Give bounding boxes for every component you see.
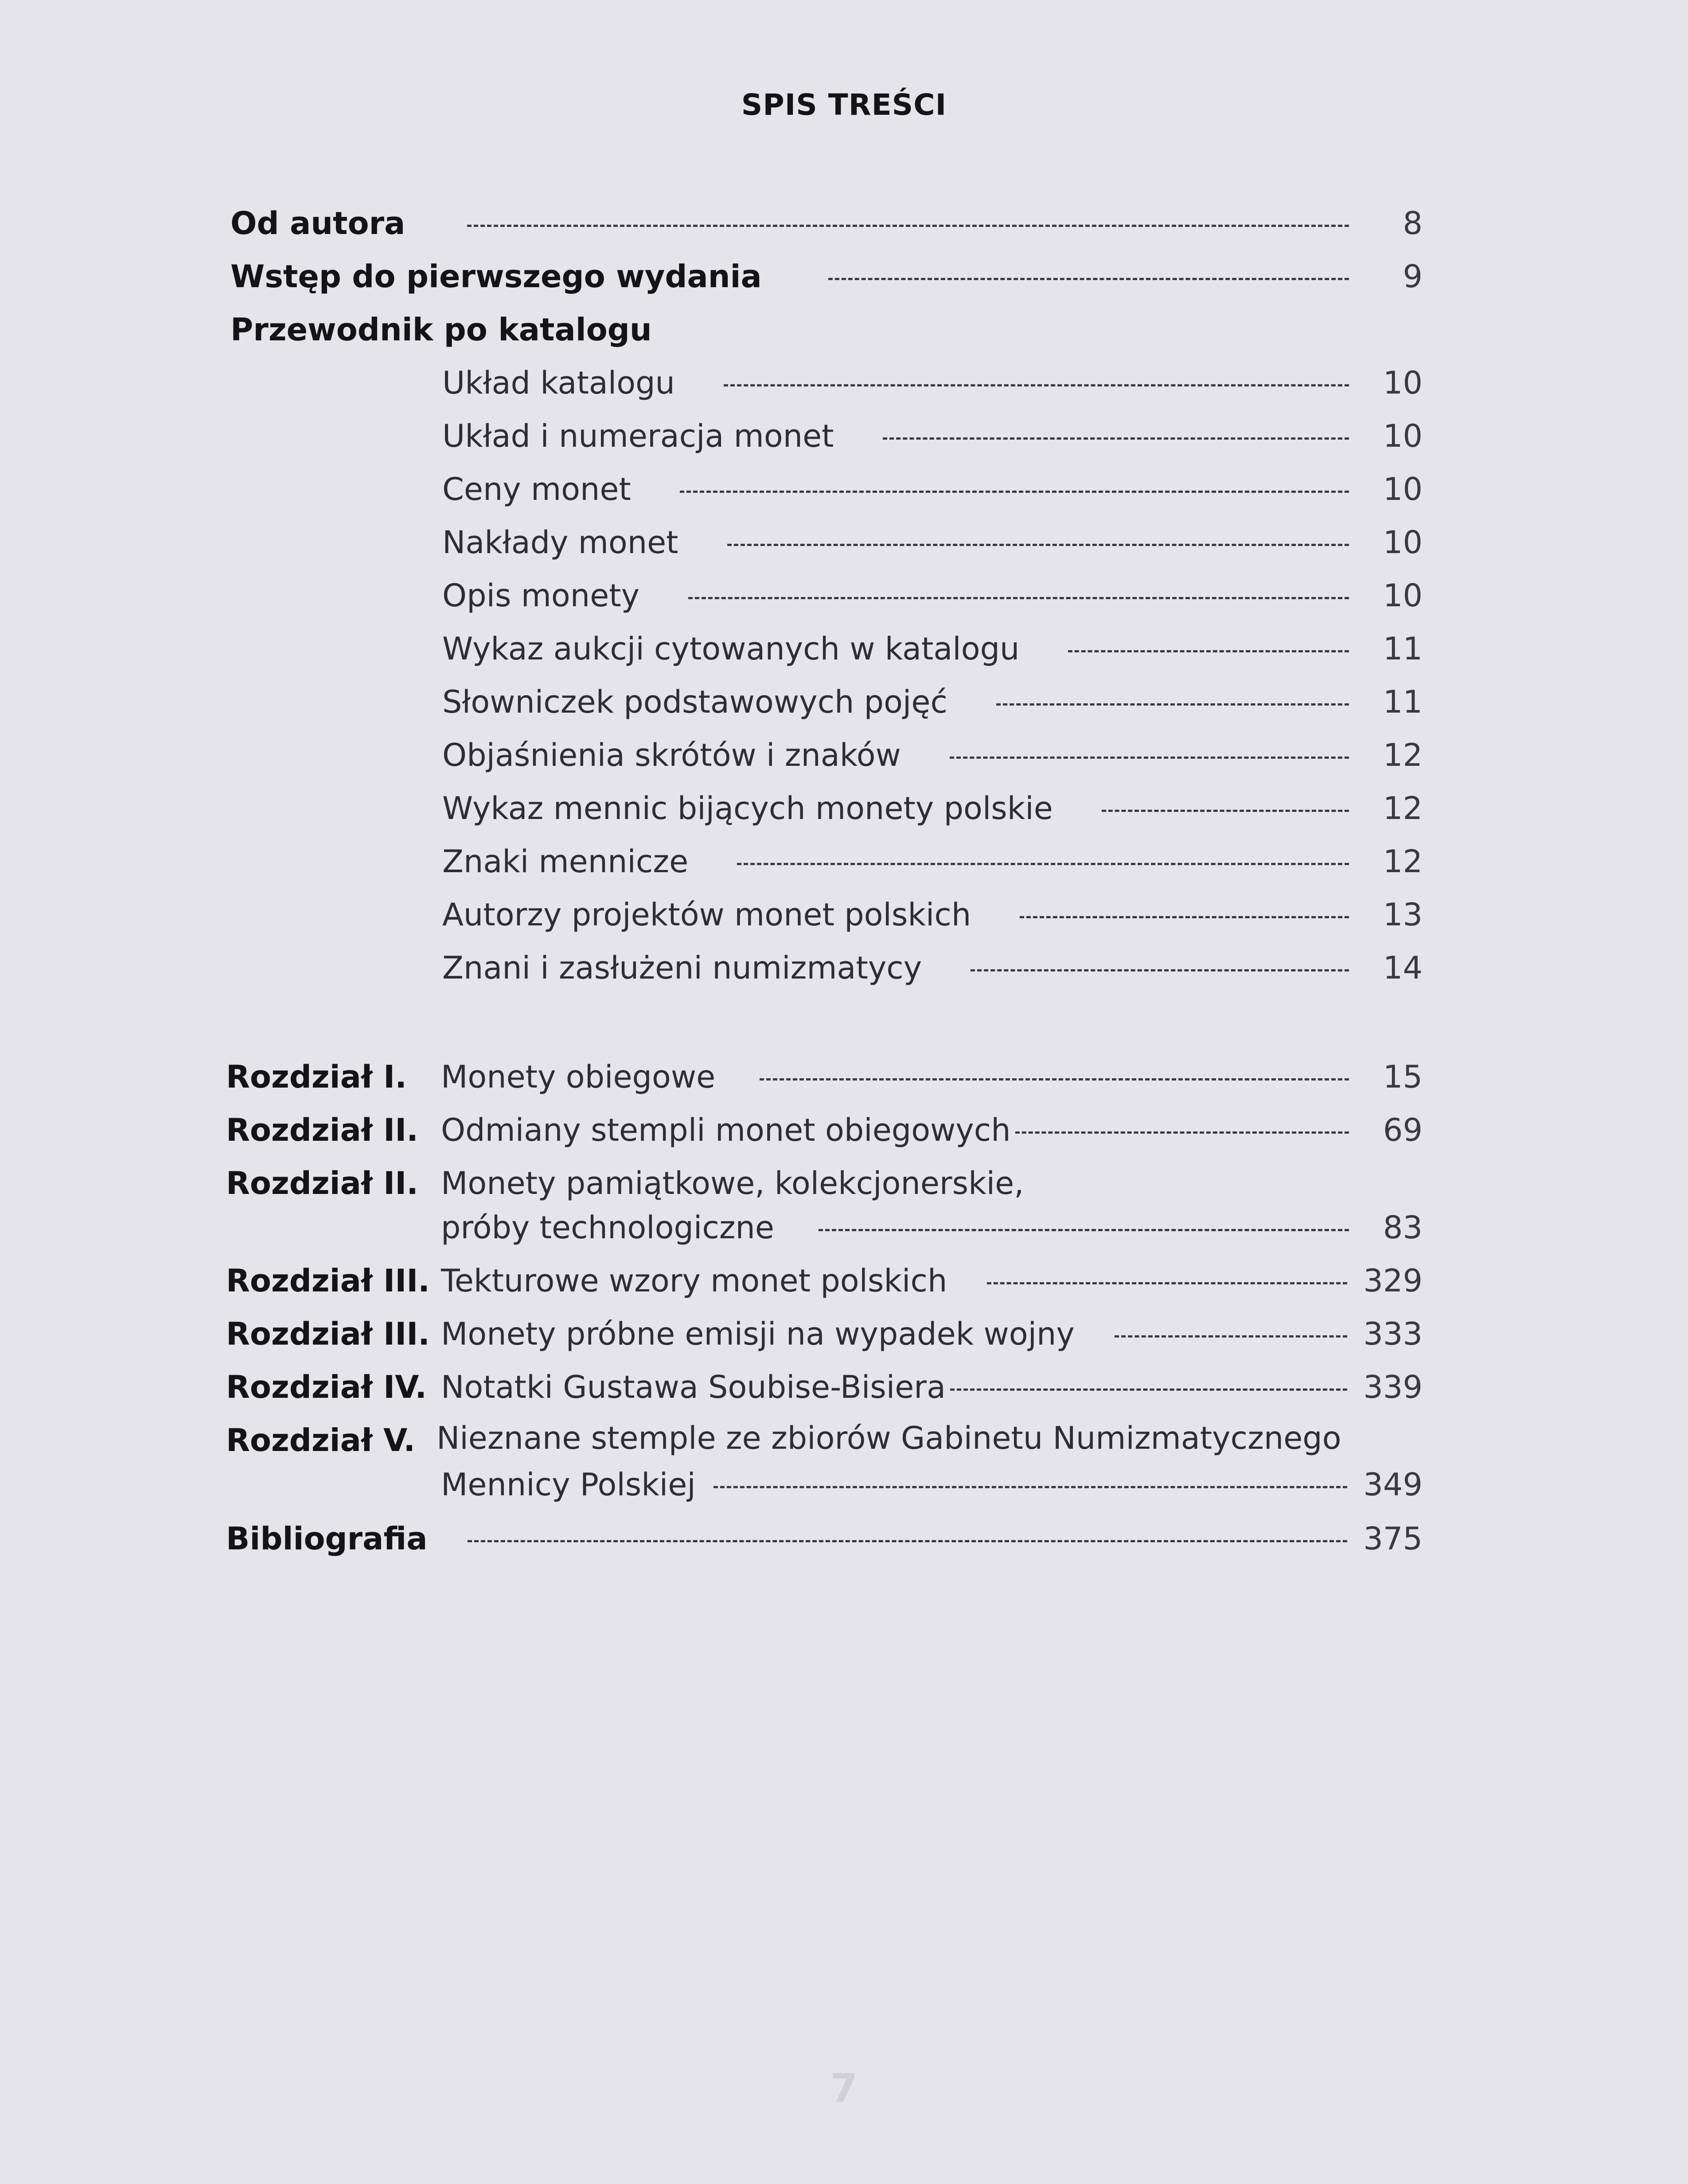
dot-leader — [713, 1486, 1348, 1488]
toc-entry-przewodnik[interactable] — [230, 308, 1423, 352]
chapter-label: Rozdział III. — [226, 1263, 430, 1299]
toc-subentry-page: 13 — [1383, 897, 1423, 933]
chapter-page: 333 — [1363, 1316, 1423, 1352]
dot-leader — [1015, 1131, 1349, 1134]
page-number: 7 — [830, 2065, 858, 2111]
dot-leader — [828, 278, 1349, 280]
dot-leader — [1115, 1335, 1348, 1338]
chapter-entry[interactable] — [441, 1205, 1423, 1250]
chapter-entry[interactable] — [441, 1312, 1423, 1356]
toc-subentry-label: Układ katalogu — [442, 365, 675, 401]
toc-entry-page: 375 — [1363, 1521, 1423, 1557]
chapter-page: 15 — [1383, 1059, 1423, 1095]
toc-subentry-page: 12 — [1383, 843, 1423, 880]
chapter-title: Monety próbne emisji na wypadek wojny — [441, 1316, 1075, 1352]
dot-leader — [467, 225, 1349, 227]
chapter-title: Mennicy Polskiej — [441, 1466, 696, 1503]
toc-entry-bibliografia[interactable] — [226, 1517, 1423, 1561]
toc-subentry-label: Autorzy projektów monet polskich — [442, 897, 971, 933]
toc-subentry-label: Słowniczek podstawowych pojęć — [442, 684, 947, 720]
toc-subentry-page: 10 — [1383, 577, 1423, 614]
toc-subentry[interactable] — [442, 414, 1423, 458]
chapter-title: Notatki Gustawa Soubise-Bisiera — [441, 1369, 946, 1405]
toc-entry-label: Od autora — [230, 205, 405, 242]
toc-subentry[interactable] — [442, 361, 1423, 405]
toc-subentry-page: 10 — [1383, 524, 1423, 561]
toc-subentry-label: Wykaz mennic bijących monety polskie — [442, 790, 1053, 827]
dot-leader — [680, 491, 1349, 493]
toc-subentry[interactable] — [442, 946, 1423, 990]
chapter-title-line1: Monety pamiątkowe, kolekcjonerskie, — [441, 1165, 1024, 1201]
dot-leader — [468, 1540, 1348, 1542]
dot-leader — [724, 384, 1349, 386]
toc-subentry-page: 10 — [1383, 471, 1423, 507]
toc-entry-label: Wstęp do pierwszego wydania — [230, 258, 762, 295]
page-title: SPIS TREŚCI — [741, 88, 947, 122]
toc-subentry[interactable] — [442, 573, 1423, 618]
toc-subentry[interactable] — [442, 520, 1423, 565]
chapter-label: Rozdział IV. — [226, 1369, 427, 1405]
toc-subentry[interactable] — [442, 680, 1423, 724]
dot-leader — [760, 1078, 1349, 1080]
dot-leader — [727, 544, 1349, 546]
dot-leader — [883, 437, 1349, 440]
toc-entry-page: 9 — [1403, 258, 1423, 295]
chapter-entry[interactable] — [441, 1365, 1423, 1409]
dot-leader — [1020, 916, 1349, 918]
chapter-page: 69 — [1383, 1112, 1423, 1148]
toc-subentry[interactable] — [442, 839, 1423, 884]
dot-leader — [996, 703, 1349, 706]
chapter-page: 349 — [1363, 1466, 1423, 1503]
chapter-entry[interactable] — [441, 1259, 1423, 1303]
toc-entry-label: Bibliografia — [226, 1521, 428, 1557]
chapter-title: Tekturowe wzory monet polskich — [441, 1263, 947, 1299]
toc-subentry-page: 10 — [1383, 365, 1423, 401]
toc-subentry[interactable] — [442, 893, 1423, 937]
chapter-label: Rozdział V. — [226, 1422, 415, 1459]
toc-entry-od-autora[interactable] — [230, 201, 1423, 246]
toc-entry-page: 8 — [1403, 205, 1423, 242]
dot-leader — [688, 597, 1349, 599]
chapter-entry[interactable] — [441, 1462, 1423, 1507]
chapter-title: Odmiany stempli monet obiegowych — [441, 1112, 1011, 1148]
chapter-entry[interactable] — [441, 1055, 1423, 1099]
chapter-label: Rozdział II. — [226, 1112, 418, 1148]
dot-leader — [1102, 810, 1349, 812]
dot-leader — [737, 863, 1349, 865]
toc-subentry-label: Opis monety — [442, 577, 640, 614]
chapter-entry[interactable] — [441, 1108, 1423, 1152]
toc-entry-wstep[interactable] — [230, 254, 1423, 299]
dot-leader — [819, 1229, 1349, 1231]
dot-leader — [1068, 650, 1349, 652]
chapter-page: 339 — [1363, 1369, 1423, 1405]
toc-subentry-page: 11 — [1383, 684, 1423, 720]
dot-leader — [950, 757, 1349, 759]
toc-subentry-page: 14 — [1383, 950, 1423, 986]
toc-entry-label: Przewodnik po katalogu — [230, 312, 652, 348]
toc-subentry[interactable] — [442, 467, 1423, 511]
toc-subentry-label: Znani i zasłużeni numizmatycy — [442, 950, 922, 986]
toc-subentry-label: Wykaz aukcji cytowanych w katalogu — [442, 631, 1020, 667]
chapter-page: 83 — [1383, 1209, 1423, 1246]
toc-subentry[interactable] — [442, 786, 1423, 831]
toc-subentry-page: 12 — [1383, 737, 1423, 773]
chapter-title: próby technologiczne — [441, 1209, 774, 1246]
toc-subentry-page: 10 — [1383, 418, 1423, 454]
chapter-label: Rozdział I. — [226, 1059, 407, 1095]
toc-subentry-label: Objaśnienia skrótów i znaków — [442, 737, 901, 773]
dot-leader — [971, 969, 1349, 971]
toc-subentry-label: Znaki mennicze — [442, 843, 689, 880]
dot-leader — [950, 1388, 1347, 1391]
chapter-label: Rozdział III. — [226, 1316, 430, 1352]
chapter-title: Monety obiegowe — [441, 1059, 716, 1095]
chapter-page: 329 — [1363, 1263, 1423, 1299]
toc-subentry[interactable] — [442, 733, 1423, 777]
dot-leader — [987, 1282, 1347, 1284]
toc-subentry-label: Ceny monet — [442, 471, 631, 507]
toc-subentry-label: Nakłady monet — [442, 524, 678, 561]
toc-subentry-page: 12 — [1383, 790, 1423, 827]
chapter-title-line1: Nieznane stemple ze zbiorów Gabinetu Numizmatycznego — [437, 1420, 1341, 1456]
toc-subentry-page: 11 — [1383, 631, 1423, 667]
toc-subentry[interactable] — [442, 627, 1423, 671]
chapter-label: Rozdział II. — [226, 1165, 418, 1201]
toc-subentry-label: Układ i numeracja monet — [442, 418, 834, 454]
